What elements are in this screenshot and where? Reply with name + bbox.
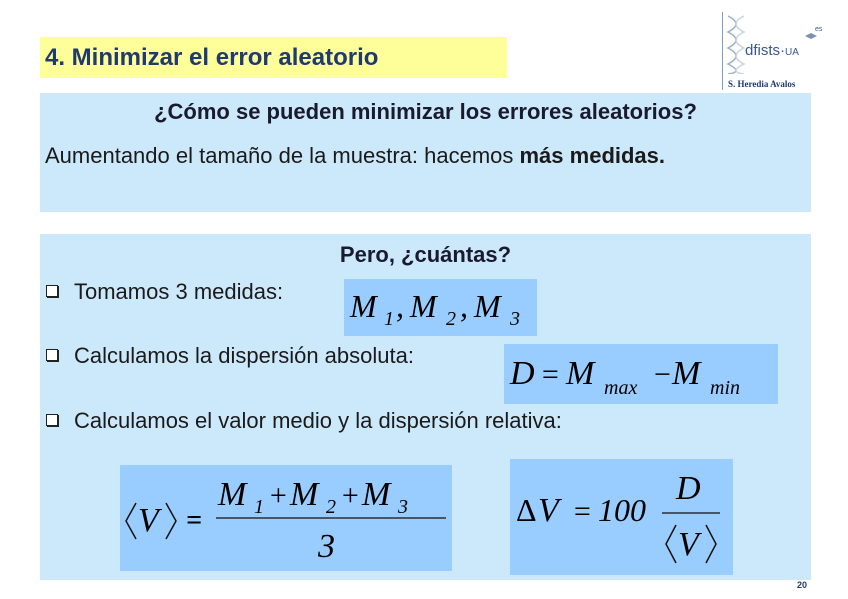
relative-equals: =	[572, 495, 593, 528]
relative-v: V	[538, 492, 559, 529]
list-item-text: Tomamos 3 medidas:	[74, 279, 284, 304]
list-item	[46, 343, 414, 369]
dispersion-equals: =	[540, 358, 561, 391]
slide-title: 4. Minimizar el error aleatorio	[40, 37, 507, 78]
checkbox-bullet-icon	[46, 414, 58, 426]
mean-v: V	[138, 502, 159, 539]
measure-m2-sub: 2	[446, 308, 456, 330]
measure-m1-sub: 1	[384, 308, 394, 330]
mean-num-plus2: +	[340, 479, 361, 512]
page-number: 20	[797, 580, 808, 590]
checkbox-bullet-icon	[46, 285, 58, 297]
author-name: S. Heredia Avalos	[728, 79, 796, 89]
relative-coef: 100	[598, 492, 646, 528]
graduation-cap-icon	[805, 32, 817, 40]
checkbox-bullet-icon	[46, 349, 58, 361]
mean-num-m1: M	[218, 476, 247, 513]
mean-num-plus1: +	[268, 479, 289, 512]
answer-plain: Aumentando el tamaño de la muestra: hacemos	[45, 143, 520, 168]
logo-es: es	[815, 26, 823, 33]
logo-divider	[722, 12, 723, 90]
svg-text:,: ,	[396, 288, 404, 324]
dispersion-min-sub: min	[710, 377, 740, 399]
measure-m1-symbol: M	[350, 288, 377, 324]
logo-suffix: UA	[785, 47, 799, 58]
list-item-text: Calculamos la dispersión absoluta:	[74, 343, 414, 368]
measure-m2-symbol: M	[410, 288, 437, 324]
mean-num-m2: M	[290, 476, 319, 513]
relative-denominator: V	[678, 526, 699, 563]
dna-helix-icon	[726, 14, 746, 74]
university-logo	[718, 12, 828, 92]
relative-delta: Δ	[516, 492, 537, 528]
dispersion-minus: −	[652, 358, 673, 391]
svg-text:,: ,	[460, 288, 468, 324]
relative-dispersion-formula	[510, 459, 733, 575]
answer-text	[45, 143, 665, 169]
list-item	[46, 279, 283, 305]
dispersion-formula	[504, 344, 778, 404]
dispersion-d: D	[510, 355, 535, 392]
dispersion-m-max: M	[566, 355, 595, 392]
measure-m3-sub: 3	[510, 308, 520, 330]
measures-formula	[344, 279, 537, 336]
logo-brand-text: dfists·UA	[745, 42, 799, 59]
method-box	[40, 234, 811, 580]
mean-num-m3: M	[362, 476, 391, 513]
measure-m3-symbol: M	[474, 288, 501, 324]
mean-num-sub3: 3	[398, 496, 408, 518]
list-item-text: Calculamos el valor medio y la dispersión relativa:	[74, 408, 562, 433]
dispersion-max-sub: max	[604, 377, 638, 399]
logo-brand: dfists	[745, 42, 781, 59]
mean-num-sub2: 2	[326, 496, 336, 518]
mean-denominator: 3	[318, 528, 335, 565]
method-heading: Pero, ¿cuántas?	[339, 242, 512, 267]
relative-numerator: D	[676, 470, 701, 507]
mean-formula	[120, 465, 452, 571]
list-item	[46, 408, 562, 434]
question-text: ¿Cómo se pueden minimizar los errores aleatorios?	[154, 99, 697, 124]
answer-bold: más medidas.	[519, 143, 666, 168]
dispersion-m-min: M	[672, 355, 701, 392]
mean-equals: =	[186, 505, 202, 536]
mean-num-sub1: 1	[254, 496, 264, 518]
question-box	[40, 93, 811, 212]
